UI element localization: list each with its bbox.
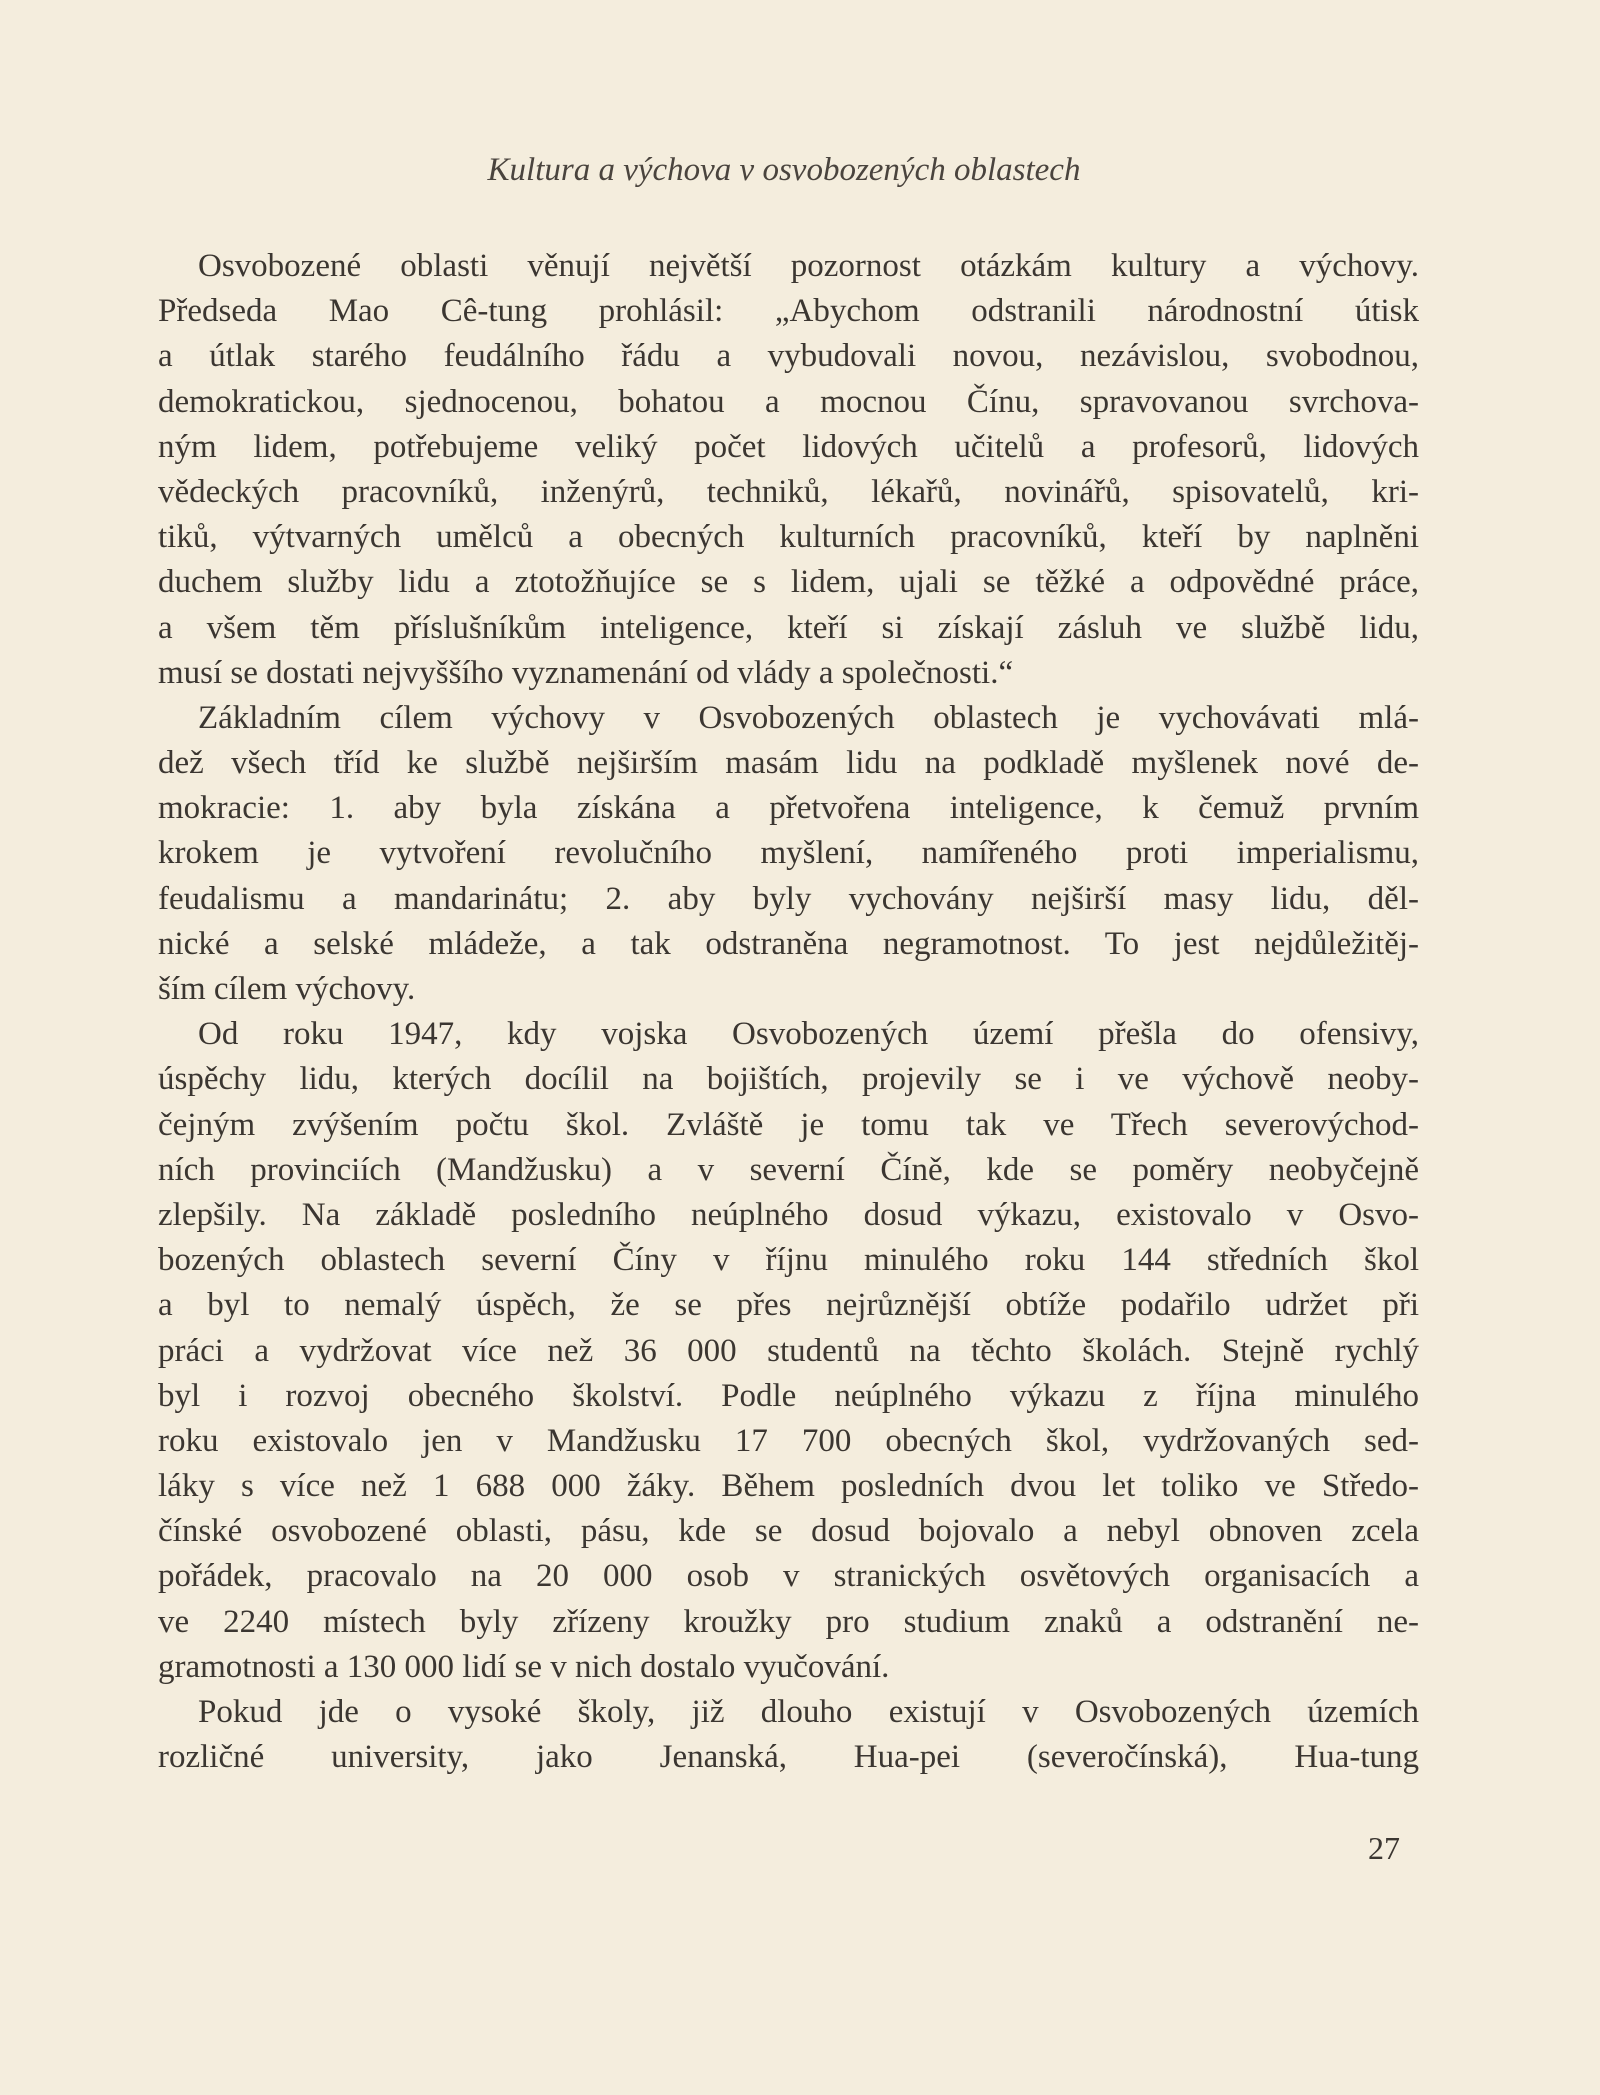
text-line: a všem těm příslušníkům inteligence, kteří si získají zásluh ve službě lidu,: [158, 609, 1419, 646]
text-line: Od roku 1947, kdy vojska Osvobozených území přešla do ofensivy,: [198, 1016, 1419, 1053]
text-line: gramotnosti a 130 000 lidí se v nich dostalo vyučování.: [158, 1648, 890, 1685]
text-line: rozličné university, jako Jenanská, Hua-pei (severočínská), Hua-tung: [158, 1739, 1419, 1776]
text-line: tiků, výtvarných umělců a obecných kulturních pracovníků, kteří by naplněni: [158, 519, 1419, 556]
text-line: ším cílem výchovy.: [158, 971, 416, 1007]
paragraph: [158, 696, 1419, 1012]
text-line: roku existovalo jen v Mandžusku 17 700 obecných škol, vydržovaných sed-: [158, 1422, 1419, 1459]
page-number: 27: [1368, 1830, 1400, 1866]
text-line: pořádek, pracovalo na 20 000 osob v stranických osvětových organisacích a: [158, 1558, 1419, 1595]
text-line: Předseda Mao Cê-tung prohlásil: „Abychom odstranili národnostní útisk: [158, 293, 1419, 330]
text-line: byl i rozvoj obecného školství. Podle neúplného výkazu z října minulého: [158, 1377, 1419, 1414]
text-line: musí se dostati nejvyššího vyznamenání od vlády a společnosti.“: [158, 654, 1014, 691]
text-line: čejným zvýšením počtu škol. Zvláště je tomu tak ve Třech severovýchod-: [158, 1106, 1419, 1143]
text-line: ních provinciích (Mandžusku) a v severní Číně, kde se poměry neobyčejně: [158, 1151, 1419, 1188]
text-line: Základním cílem výchovy v Osvobozených oblastech je vychovávati mlá-: [198, 699, 1419, 736]
running-head: Kultura a výchova v osvobozených oblastech: [487, 152, 1081, 188]
paragraph: [158, 1690, 1419, 1780]
text-line: mokracie: 1. aby byla získána a přetvořena inteligence, k čemuž prvním: [158, 790, 1419, 827]
text-line: demokratickou, sjednocenou, bohatou a mocnou Čínu, spravovanou svrchova-: [158, 383, 1419, 420]
text-line: feudalismu a mandarinátu; 2. aby byly vychovány nejširší masy lidu, děl-: [158, 880, 1419, 917]
text-line: Osvobozené oblasti věnují největší pozornost otázkám kultury a výchovy.: [198, 248, 1419, 284]
body-text: [158, 244, 1419, 1780]
text-line: čínské osvobozené oblasti, pásu, kde se dosud bojovalo a nebyl obnoven zcela: [158, 1513, 1419, 1550]
text-line: a byl to nemalý úspěch, že se přes nejrůznější obtíže podařilo udržet při: [158, 1287, 1419, 1324]
text-line: dež všech tříd ke službě nejširším masám lidu na podkladě myšlenek nové de-: [158, 745, 1419, 782]
paragraph: [158, 244, 1419, 696]
paragraph: [158, 1012, 1419, 1690]
text-line: vědeckých pracovníků, inženýrů, techniků, lékařů, novinářů, spisovatelů, kri-: [158, 473, 1419, 510]
text-line: ným lidem, potřebujeme veliký počet lidových učitelů a profesorů, lidových: [158, 428, 1419, 465]
text-line: Pokud jde o vysoké školy, již dlouho existují v Osvobozených územích: [198, 1694, 1419, 1730]
text-line: bozených oblastech severní Číny v říjnu minulého roku 144 středních škol: [158, 1242, 1419, 1279]
text-line: duchem služby lidu a ztotožňujíce se s lidem, ujali se těžké a odpovědné práce,: [158, 564, 1419, 601]
text-line: práci a vydržovat více než 36 000 studentů na těchto školách. Stejně rychlý: [158, 1332, 1419, 1369]
text-line: a útlak starého feudálního řádu a vybudovali novou, nezávislou, svobodnou,: [158, 338, 1419, 375]
text-line: krokem je vytvoření revolučního myšlení, namířeného proti imperialismu,: [158, 835, 1419, 872]
text-line: nické a selské mládeže, a tak odstraněna negramotnost. To jest nejdůležitěj-: [158, 925, 1419, 962]
text-line: láky s více než 1 688 000 žáky. Během posledních dvou let toliko ve Středo-: [158, 1468, 1419, 1505]
text-line: úspěchy lidu, kterých docílil na bojištích, projevily se i ve výchově neoby-: [158, 1061, 1419, 1098]
text-line: zlepšily. Na základě posledního neúplného dosud výkazu, existovalo v Osvo-: [158, 1196, 1419, 1233]
text-line: ve 2240 místech byly zřízeny kroužky pro studium znaků a odstranění ne-: [158, 1603, 1419, 1640]
